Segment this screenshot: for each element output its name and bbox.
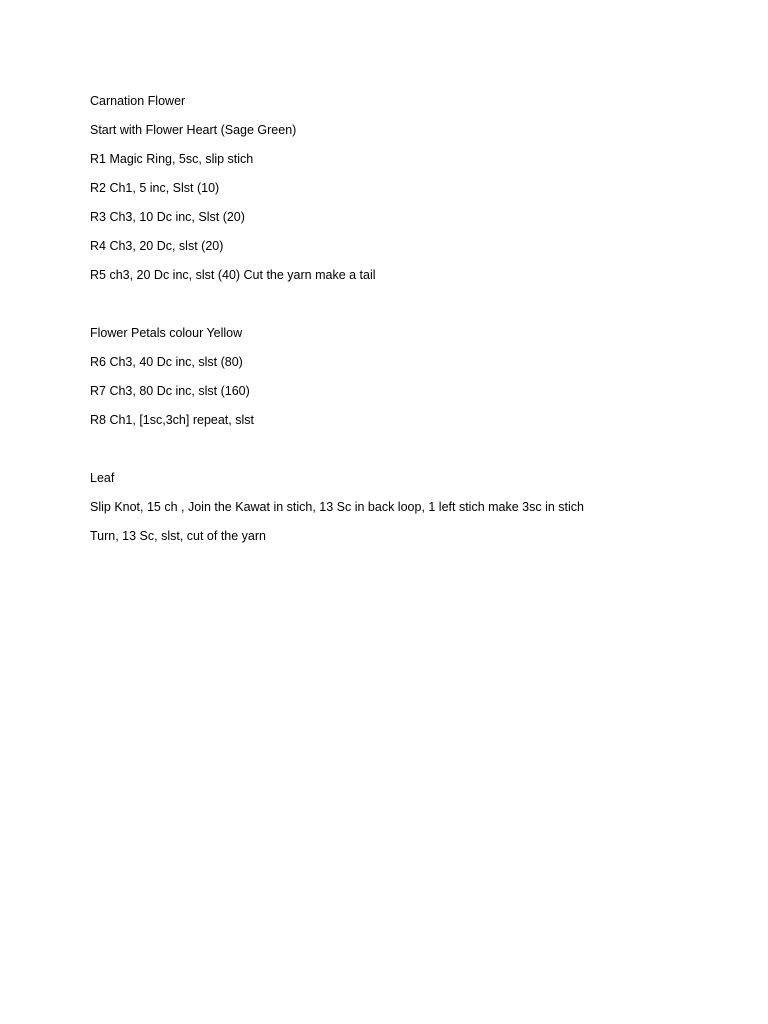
row-r5: R5 ch3, 20 Dc inc, slst (40) Cut the yarn make a tail [90,268,376,282]
row-r4: R4 Ch3, 20 Dc, slst (20) [90,239,224,253]
spacer [90,296,730,313]
row-r8: R8 Ch1, [1sc,3ch] repeat, slst [90,413,254,427]
row-r7: R7 Ch3, 80 Dc inc, slst (160) [90,384,250,398]
leaf-row-1: Slip Knot, 15 ch , Join the Kawat in stich, 13 Sc in back loop, 1 left stich make 3sc in stich [90,500,585,514]
row-r6: R6 Ch3, 40 Dc inc, slst (80) [90,355,243,369]
spacer [90,441,730,458]
petals-title: Flower Petals colour Yellow [90,326,243,340]
leaf-row-2: Turn, 13 Sc, slst, cut of the yarn [90,529,267,543]
document-page [90,93,730,557]
row-r1: R1 Magic Ring, 5sc, slip stich [90,152,254,166]
flower-start-instruction: Start with Flower Heart (Sage Green) [90,123,297,137]
row-r3: R3 Ch3, 10 Dc inc, Slst (20) [90,210,245,224]
leaf-title: Leaf [90,471,115,485]
flower-title: Carnation Flower [90,94,186,108]
row-r2: R2 Ch1, 5 inc, Slst (10) [90,181,220,195]
